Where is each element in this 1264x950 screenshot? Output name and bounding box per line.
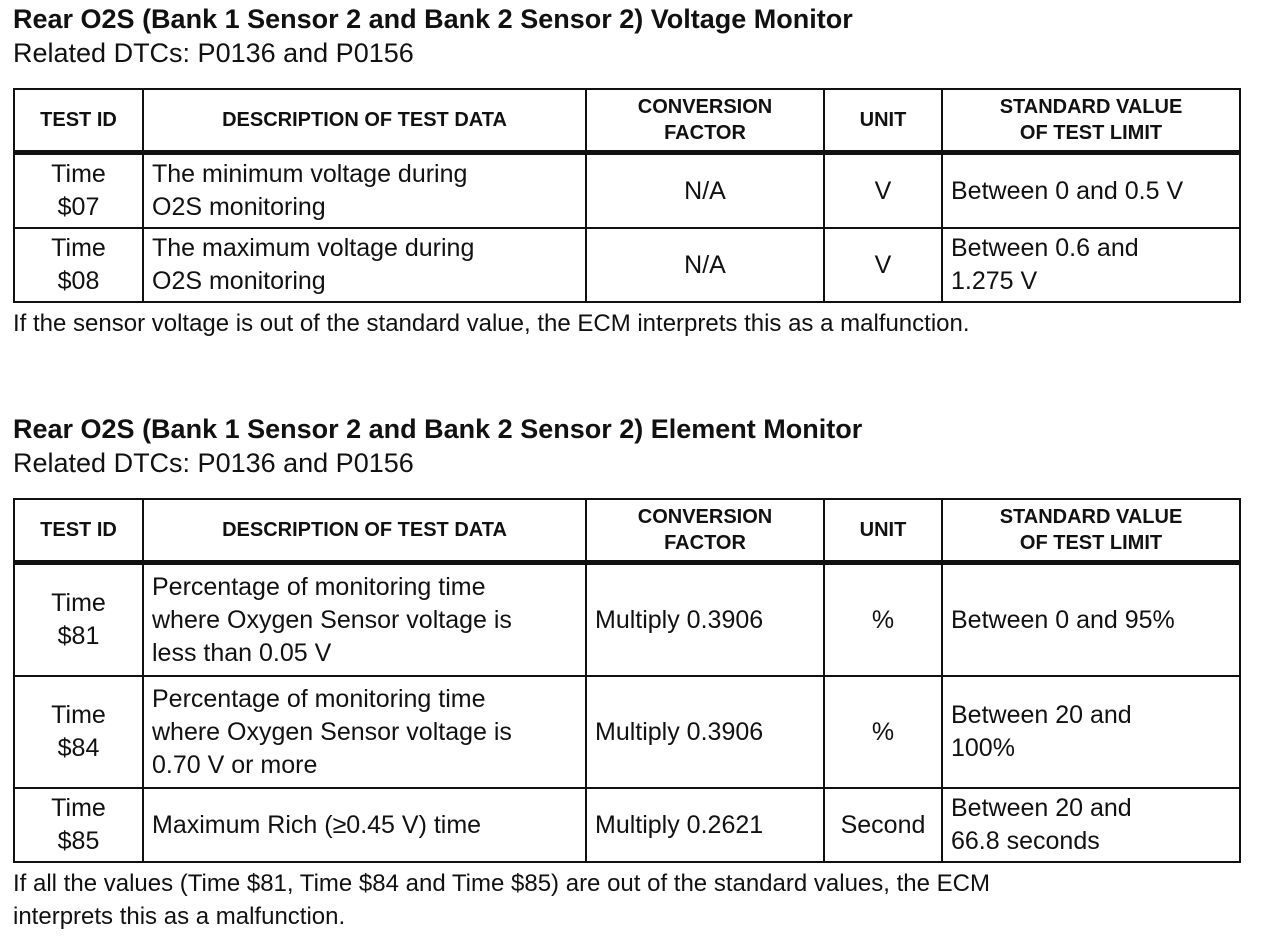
voltage-monitor-table [13, 88, 1241, 303]
test-id-cell: Time $85 [14, 788, 143, 862]
section-title: Rear O2S (Bank 1 Sensor 2 and Bank 2 Sensor 2) Element Monitor [13, 414, 863, 444]
element-monitor-table [13, 498, 1241, 863]
section-note: If all the values (Time $81, Time $84 and Time $85) are out of the standard values, the ECM interprets this as a malfunction. [13, 870, 990, 930]
test-id-cell: Time $81 [14, 563, 143, 677]
header-description: DESCRIPTION OF TEST DATA [143, 89, 586, 153]
limit-cell: Between 0 and 0.5 V [942, 153, 1240, 229]
table-row [14, 788, 1240, 862]
section-title: Rear O2S (Bank 1 Sensor 2 and Bank 2 Sensor 2) Voltage Monitor [13, 4, 853, 34]
conversion-cell: Multiply 0.2621 [586, 788, 824, 862]
element-monitor-section [13, 412, 1239, 933]
limit-cell: Between 0 and 95% [942, 563, 1240, 677]
test-id-cell: Time $07 [14, 153, 143, 229]
table-row [14, 153, 1240, 229]
table-header-row [14, 89, 1240, 153]
unit-cell: V [824, 228, 942, 302]
header-conversion-factor: CONVERSION FACTOR [586, 499, 824, 563]
header-unit: UNIT [824, 89, 942, 153]
related-dtcs: Related DTCs: P0136 and P0156 [13, 38, 414, 68]
header-standard-value: STANDARD VALUE OF TEST LIMIT [942, 499, 1240, 563]
voltage-monitor-section [13, 2, 1239, 340]
table-row [14, 676, 1240, 788]
limit-cell: Between 20 and 66.8 seconds [942, 788, 1240, 862]
unit-cell: V [824, 153, 942, 229]
conversion-cell: N/A [586, 153, 824, 229]
description-cell: Percentage of monitoring time where Oxygen Sensor voltage is less than 0.05 V [143, 563, 586, 677]
test-id-cell: Time $84 [14, 676, 143, 788]
table-row [14, 228, 1240, 302]
unit-cell: Second [824, 788, 942, 862]
limit-cell: Between 0.6 and 1.275 V [942, 228, 1240, 302]
related-dtcs: Related DTCs: P0136 and P0156 [13, 448, 414, 478]
description-cell: Maximum Rich (≥0.45 V) time [143, 788, 586, 862]
header-test-id: TEST ID [14, 89, 143, 153]
header-unit: UNIT [824, 499, 942, 563]
table-row [14, 563, 1240, 677]
conversion-cell: N/A [586, 228, 824, 302]
description-cell: The minimum voltage during O2S monitoring [143, 153, 586, 229]
conversion-cell: Multiply 0.3906 [586, 676, 824, 788]
description-cell: Percentage of monitoring time where Oxygen Sensor voltage is 0.70 V or more [143, 676, 586, 788]
limit-cell: Between 20 and 100% [942, 676, 1240, 788]
header-conversion-factor: CONVERSION FACTOR [586, 89, 824, 153]
unit-cell: % [824, 563, 942, 677]
section-note: If the sensor voltage is out of the standard value, the ECM interprets this as a malfunction. [13, 310, 970, 337]
header-test-id: TEST ID [14, 499, 143, 563]
unit-cell: % [824, 676, 942, 788]
description-cell: The maximum voltage during O2S monitoring [143, 228, 586, 302]
header-standard-value: STANDARD VALUE OF TEST LIMIT [942, 89, 1240, 153]
header-description: DESCRIPTION OF TEST DATA [143, 499, 586, 563]
test-id-cell: Time $08 [14, 228, 143, 302]
conversion-cell: Multiply 0.3906 [586, 563, 824, 677]
table-header-row [14, 499, 1240, 563]
